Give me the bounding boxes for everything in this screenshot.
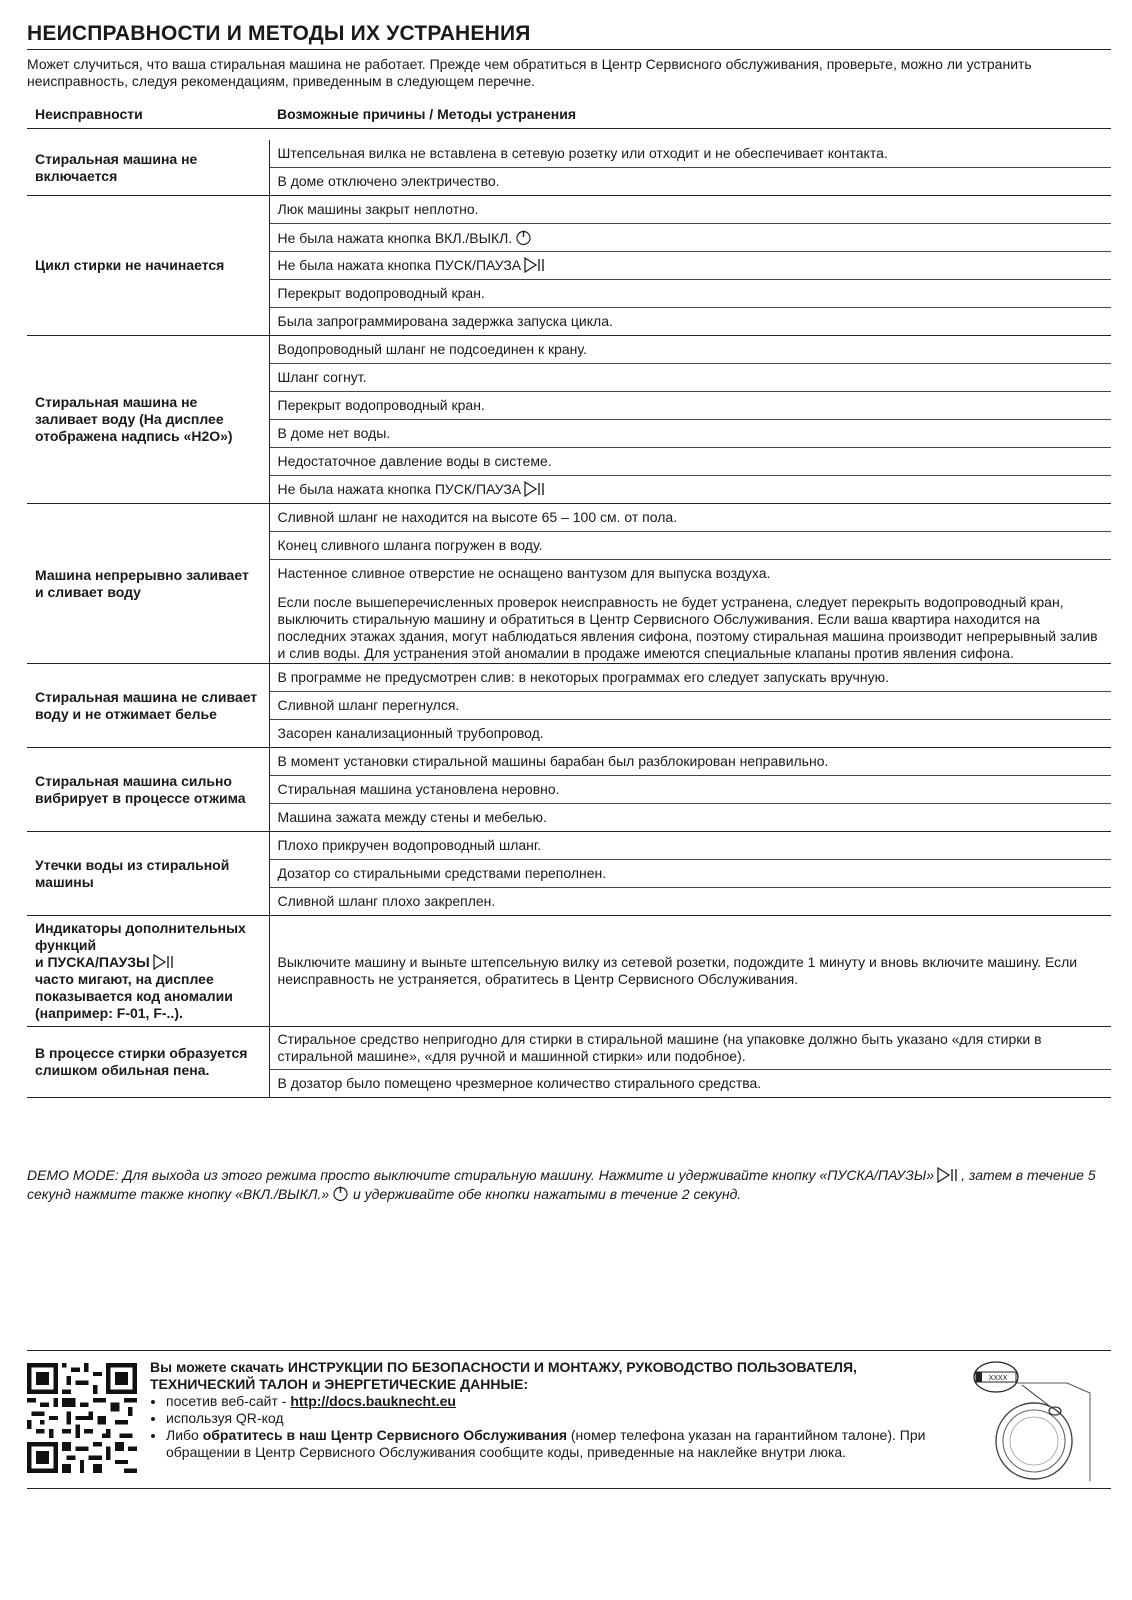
remedy-cell [269, 252, 1111, 280]
remedy-cell: Сливной шланг перегнулся. [269, 692, 1111, 720]
footer-heading-prefix: Вы можете скачать [150, 1359, 288, 1375]
footer-list [150, 1393, 950, 1461]
remedy-cell: Плохо прикручен водопроводный шланг. [269, 832, 1111, 860]
remedy-cell: Стиральное средство непригодно для стирки в стиральной машине (на упаковке должно быть указано «для стирки в стиральной машине», «для ручной и машинной стирки» или подобное). [269, 1027, 1111, 1070]
remedy-cell: Водопроводный шланг не подсоединен к крану. [269, 336, 1111, 364]
footer-heading [150, 1359, 950, 1393]
remedy-text: Не была нажата кнопка ВКЛ./ВЫКЛ. [277, 229, 513, 246]
footer-heading-bold: ИНСТРУКЦИИ ПО БЕЗОПАСНОСТИ И МОНТАЖУ, РУКОВОДСТВО ПОЛЬЗОВАТЕЛЯ, ТЕХНИЧЕСКИЙ ТАЛОН и ЭНЕРГЕТИЧЕСКИЕ ДАННЫЕ: [150, 1359, 857, 1392]
header-causes: Возможные причины / Методы устранения [269, 102, 1111, 129]
demo-text: DEMO MODE: Для выхода из этого режима просто выключите стиральную машину. Нажмите и удерживайте кнопку «ПУСКА/ПАУЗЫ» [27, 1167, 935, 1183]
remedy-cell: Недостаточное давление воды в системе. [269, 448, 1111, 476]
fault-line: часто мигают, на дисплее показывается код аномалии (например: F-01, F-..). [35, 971, 233, 1021]
remedy-cell: Перекрыт водопроводный кран. [269, 280, 1111, 308]
remedy-text: Не была нажата кнопка ПУСК/ПАУЗА [277, 257, 522, 273]
remedy-cell: В дозатор было помещено чрезмерное количество стирального средства. [269, 1070, 1111, 1098]
power-icon [332, 1185, 349, 1202]
fault-cell: Стиральная машина не включается [27, 140, 269, 196]
remedy-cell: В доме нет воды. [269, 420, 1111, 448]
demo-mode-note [27, 1166, 1111, 1204]
footer-text [150, 1359, 950, 1461]
qr-code[interactable] [27, 1363, 137, 1473]
fault-line: и ПУСКА/ПАУЗЫ [35, 954, 150, 970]
table-row [27, 504, 1111, 532]
list-item-text: Либо [166, 1427, 203, 1443]
header-fault: Неисправности [27, 102, 269, 129]
intro-text: Может случиться, что ваша стиральная машина не работает. Прежде чем обратиться в Центр Сервисного обслуживания, проверьте, можно ли устранить неисправность, следуя рекомендациям, приведенным в следующем перечне. [27, 56, 1032, 89]
remedy-cell: В программе не предусмотрен слив: в некоторых программах его следует запускать вручную. [269, 664, 1111, 692]
table-row [27, 196, 1111, 224]
remedy-cell: Перекрыт водопроводный кран. [269, 392, 1111, 420]
table-row [27, 832, 1111, 860]
list-item-bold: обратитесь в наш Центр Сервисного Обслуживания [202, 1427, 567, 1443]
remedy-cell: В доме отключено электричество. [269, 168, 1111, 196]
remedy-cell: Дозатор со стиральными средствами переполнен. [269, 860, 1111, 888]
troubleshooting-table [27, 102, 1111, 1098]
play-pause-icon [937, 1167, 961, 1183]
fault-cell [27, 916, 269, 1027]
docs-link[interactable]: http://docs.bauknecht.eu [290, 1393, 456, 1409]
table-row [27, 664, 1111, 692]
fault-cell: Машина непрерывно заливает и сливает воду [27, 504, 269, 664]
remedy-cell [269, 476, 1111, 504]
demo-text: , затем в течение 5 секунд нажмите также кнопку «ВКЛ./ВЫКЛ.» [27, 1167, 1096, 1202]
remedy-cell: Сливной шланг плохо закреплен. [269, 888, 1111, 916]
table-row [27, 336, 1111, 364]
label-code: XXXX [988, 1375, 1008, 1382]
remedy-cell: Люк машины закрыт неплотно. [269, 196, 1111, 224]
remedy-cell: Штепсельная вилка не вставлена в сетевую розетку или отходит и не обеспечивает контакта. [269, 140, 1111, 168]
list-item [166, 1427, 950, 1461]
fault-cell: В процессе стирки образуется слишком обильная пена. [27, 1027, 269, 1098]
fault-line: Индикаторы дополнительных функций [35, 920, 246, 953]
remedy-cell: Если после вышеперечисленных проверок неисправность не будет устранена, следует перекрыть водопроводный кран, выключить стиральную машину и обратиться в Центр Сервисного Обслуживания. Если ваша квартира находится на последних этажах здания, могут наблюдаться явления сифона, поэтому стиральная машина производит непрерывный залив и слив воды. Для устранения этой аномалии в продаже имеются специальные клапаны против явления сифона. [269, 586, 1111, 664]
washing-machine-door-illustration [962, 1359, 1092, 1481]
demo-text: и удерживайте обе кнопки нажатыми в течение 2 секунд. [349, 1186, 742, 1202]
fault-cell: Утечки воды из стиральной машины [27, 832, 269, 916]
play-pause-icon [524, 257, 548, 273]
remedy-cell: Стиральная машина установлена неровно. [269, 776, 1111, 804]
list-item: • используя QR-код [166, 1410, 950, 1427]
remedy-cell: Шланг согнут. [269, 364, 1111, 392]
fault-cell: Стиральная машина сильно вибрирует в процессе отжима [27, 748, 269, 832]
table-row [27, 916, 1111, 1027]
list-item [166, 1393, 950, 1410]
fault-cell: Стиральная машина не заливает воду (На дисплее отображена надпись «H2O») [27, 336, 269, 504]
footer [27, 1350, 1111, 1489]
remedy-cell: Выключите машину и выньте штепсельную вилку из сетевой розетки, подождите 1 минуту и вновь включите машину. Если неисправность не устраняется, обратитесь в Центр Сервисного Обслуживания. [269, 916, 1111, 1027]
fault-cell: Стиральная машина не сливает воду и не отжимает белье [27, 664, 269, 748]
play-pause-icon [524, 481, 548, 497]
play-pause-icon [153, 954, 177, 970]
table-row [27, 1027, 1111, 1070]
remedy-cell: Была запрограммирована задержка запуска цикла. [269, 308, 1111, 336]
remedy-cell: Настенное сливное отверстие не оснащено вантузом для выпуска воздуха. [277, 564, 771, 581]
remedy-cell: В момент установки стиральной машины барабан был разблокирован неправильно. [269, 748, 1111, 776]
table-row [27, 140, 1111, 168]
remedy-cell: Засорен канализационный трубопровод. [269, 720, 1111, 748]
remedy-text: Не была нажата кнопка ПУСК/ПАУЗА [277, 481, 522, 497]
power-icon [515, 229, 532, 246]
document-page [27, 22, 1111, 1098]
remedy-cell: Машина зажата между стены и мебелью. [269, 804, 1111, 832]
page-title: НЕИСПРАВНОСТИ И МЕТОДЫ ИХ УСТРАНЕНИЯ [27, 22, 1111, 50]
remedy-cell: Сливной шланг не находится на высоте 65 – 100 см. от пола. [269, 504, 1111, 532]
list-item-text: посетив веб-сайт - [166, 1393, 291, 1409]
list-item-text: (номер телефона указан на гарантийном талоне). При обращении в Центр Сервисного Обслуживания сообщите коды, приведенные на наклейке внутри люка. [166, 1427, 926, 1460]
remedy-cell [269, 224, 1111, 252]
remedy-cell: Конец сливного шланга погружен в воду. [269, 532, 1111, 560]
table-row [27, 748, 1111, 776]
fault-cell: Цикл стирки не начинается [27, 196, 269, 336]
